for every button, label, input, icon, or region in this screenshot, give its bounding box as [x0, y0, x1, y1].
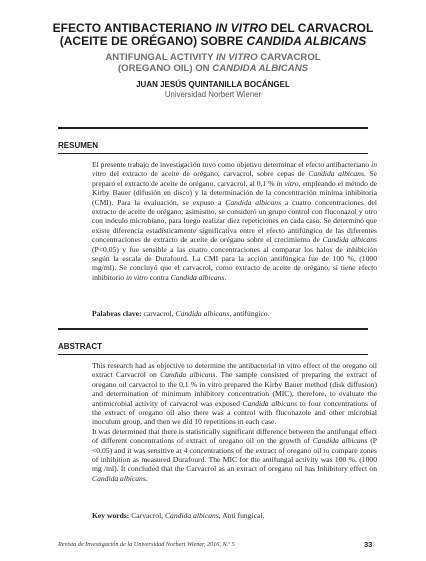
article-title: [20, 22, 406, 48]
article-subtitle: [20, 52, 406, 74]
author-affiliation: Universidad Norbert Wiener: [164, 90, 262, 99]
resumen-heading: RESUMEN: [58, 141, 99, 150]
resumen-keywords: Palabras clave: carvacrol, Candida albicans, antifúngico.: [92, 309, 270, 318]
subtitle-line-1: ANTIFUNGAL ACTIVITY IN VITRO CARVACROL: [105, 52, 321, 63]
journal-footer: Revista de Investigación de la Universidad Norbert Wiener, 2016, N.º 5: [58, 541, 235, 548]
abstract-paragraph-2: It was determined that there is statistically significant difference between the antifungal effect of different concentrations of extract of oregano oil on the growth of Candida albicans (P <0,05) and it was sensitive at 4 concentrations of the extract of oregano oil to compare zones of inhibition as measured Durafourd. The MIC for the antifungal activity was 100 %, (1000 mg /ml). It concluded that the Carvacrol as an extract of oregano oil has Inhibitory effect on Candida albicans.: [92, 426, 377, 483]
abstract-body: [92, 361, 377, 483]
abstract-heading: ABSTRACT: [58, 342, 102, 351]
resumen-heading-rule: [58, 153, 368, 154]
resumen-top-rule: [58, 127, 368, 129]
subtitle-line-2: (OREGANO OIL) ON CANDIDA ALBICANS: [117, 63, 309, 74]
page-number: 33: [364, 540, 373, 549]
abstract-heading-rule: [58, 354, 368, 355]
author-name: JUAN JESÚS QUINTANILLA BOCÁNGEL: [136, 80, 290, 89]
title-line-2: (ACEITE DE ORÉGANO) SOBRE CANDIDA ALBICANS: [59, 34, 367, 48]
title-line-1: EFECTO ANTIBACTERIANO IN VITRO DEL CARVACROL: [52, 21, 374, 35]
abstract-top-rule: [58, 328, 368, 330]
abstract-paragraph-1: This research had as objective to determine the antibacterial in vitro effect of the oregano oil extract Carvacrol on Candida albicans. The sample consisted of preparing the extract of oregano oil carvacrol to the 0,1 % in vitro prepared the Kirby Bauer method (disk diffusion) and determination of minimum inhibitory concentration (MIC), therefore, to evaluate the antimicrobial activity of carvacrol was exposed Candida albicans to four concentrations of the extract of oregano oil also there was a control with fluconazole and other microbial inoculum group, and then we did 10 repetitions in each case.: [92, 361, 377, 427]
abstract-keywords: Key words: Carvacrol, Candida albicans, Anti fungical.: [92, 511, 265, 520]
resumen-body: El presente trabajo de investigación tuvo como objetivo determinar el efecto antibacteriano in vitro del extracto de aceite de orégano, carvacrol, sobre cepas de Candida albicans. Se preparó el extracto de aceite de orégano, carvacrol, al 0,1 % in vitro, empleando el método de Kirby Bauer (difusión en disco) y la determinación de la concentración mínima inhibitoria (CMI). Para la evaluación, se expuso a Candida albicans a cuatro concentraciones del extracto de aceite de orégano; asimismo, se consideró un grupo control con fluconazol y otro con inóculo microbiano, para luego realizar diez repeticiones en cada caso. Se determinó que existe diferencia estadísticamente significativa entre el efecto antifúngico de las diferentes concentraciones de extracto de aceite de orégano sobre el crecimiento de Candida albicans (P<0.05) y fue sensible a las cuatro concentraciones al comparar los halos de inhibición según la escala de Durafourd. La CMI para la acción antifúngica fue de 100 %, (1000 mg/ml). Se concluyó que el carvacrol, como extracto de aceite de orégano, sí tiene efecto inhibitorio in vitro contra Candida albicans.: [92, 160, 377, 282]
